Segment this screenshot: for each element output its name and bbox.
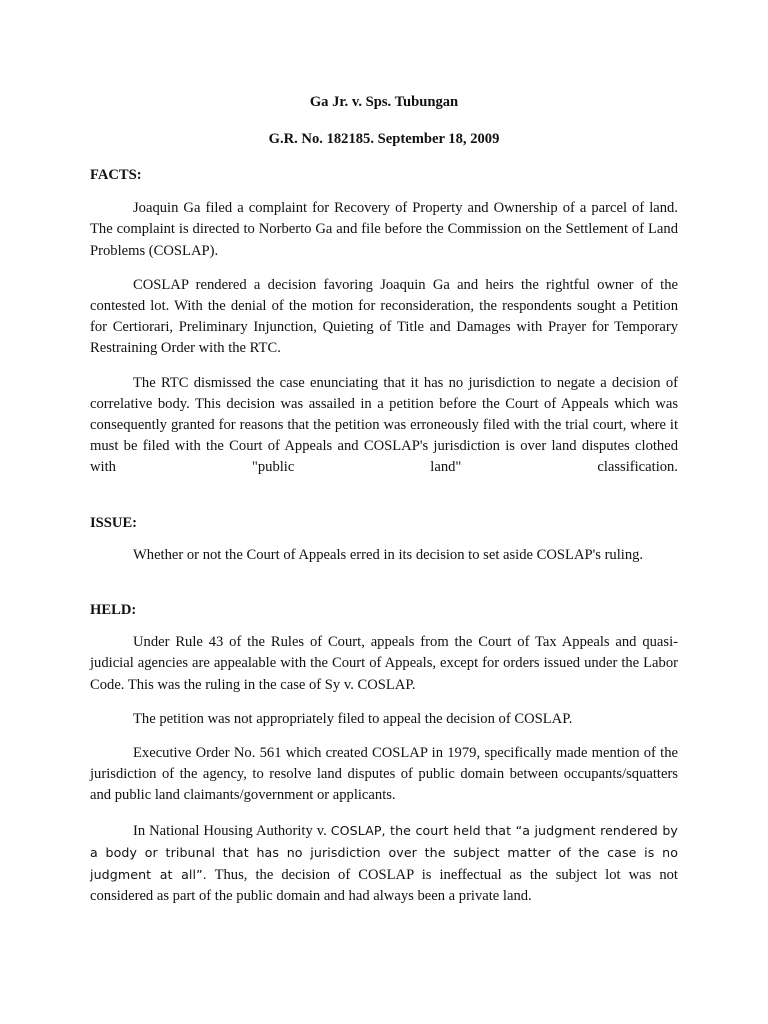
facts-paragraph: COSLAP rendered a decision favoring Joaquin Ga and heirs the rightful owner of the contested lot. With the denial of the motion for reconsideration, the respondents sought a Petition for Certiorari, Preliminary Injunction, Quieting of Title and Damages with Prayer for Temporary Restraining Order with the RTC. bbox=[90, 276, 678, 357]
facts-heading: FACTS: bbox=[90, 167, 142, 183]
case-number: G.R. No. 182185. September 18, 2009 bbox=[268, 131, 500, 147]
held-final-quote: COSLAP, the court held that “a judgment rendered by a body or tribunal that has no jurisdiction over the subject matter of the case is no judgment at all”. bbox=[90, 822, 678, 883]
held-paragraph: The petition was not appropriately filed to appeal the decision of COSLAP. bbox=[133, 710, 573, 727]
case-title: Ga Jr. v. Sps. Tubungan bbox=[309, 94, 459, 110]
held-heading: HELD: bbox=[90, 602, 137, 619]
held-final-tail: Thus, the decision of COSLAP is ineffectual as the subject lot was not considered as part of the public domain and had always been a private land. bbox=[90, 867, 678, 905]
held-paragraph: Under Rule 43 of the Rules of Court, appeals from the Court of Tax Appeals and quasi-judicial agencies are appealable with the Court of Appeals, except for orders issued under the Labor Code. This was the ruling in the case of Sy v. COSLAP. bbox=[90, 634, 678, 693]
held-paragraph: Executive Order No. 561 which created COSLAP in 1979, specifically made mention of the jurisdiction of the agency, to resolve land disputes of public domain between occupants/squatters and public land claimants/government or applicants. bbox=[90, 745, 678, 804]
issue-heading: ISSUE: bbox=[90, 514, 138, 531]
held-final-lead: In National Housing Authority v. bbox=[133, 822, 331, 839]
facts-paragraph: The RTC dismissed the case enunciating that it has no jurisdiction to negate a decision of correlative body. This decision was assailed in a petition before the Court of Appeals which was consequently granted for reasons that the petition was erroneously filed with the trial court, where it must be filed with the Court of Appeals and COSLAP's jurisdiction is over land disputes clothed with "public land" classification. bbox=[90, 374, 678, 476]
held-final-paragraph bbox=[90, 820, 678, 908]
facts-paragraph: Joaquin Ga filed a complaint for Recovery of Property and Ownership of a parcel of land. The complaint is directed to Norberto Ga and file before the Commission on the Settlement of Land Problems (COSLAP). bbox=[90, 200, 678, 259]
issue-paragraph: Whether or not the Court of Appeals erred in its decision to set aside COSLAP's ruling. bbox=[133, 546, 644, 563]
